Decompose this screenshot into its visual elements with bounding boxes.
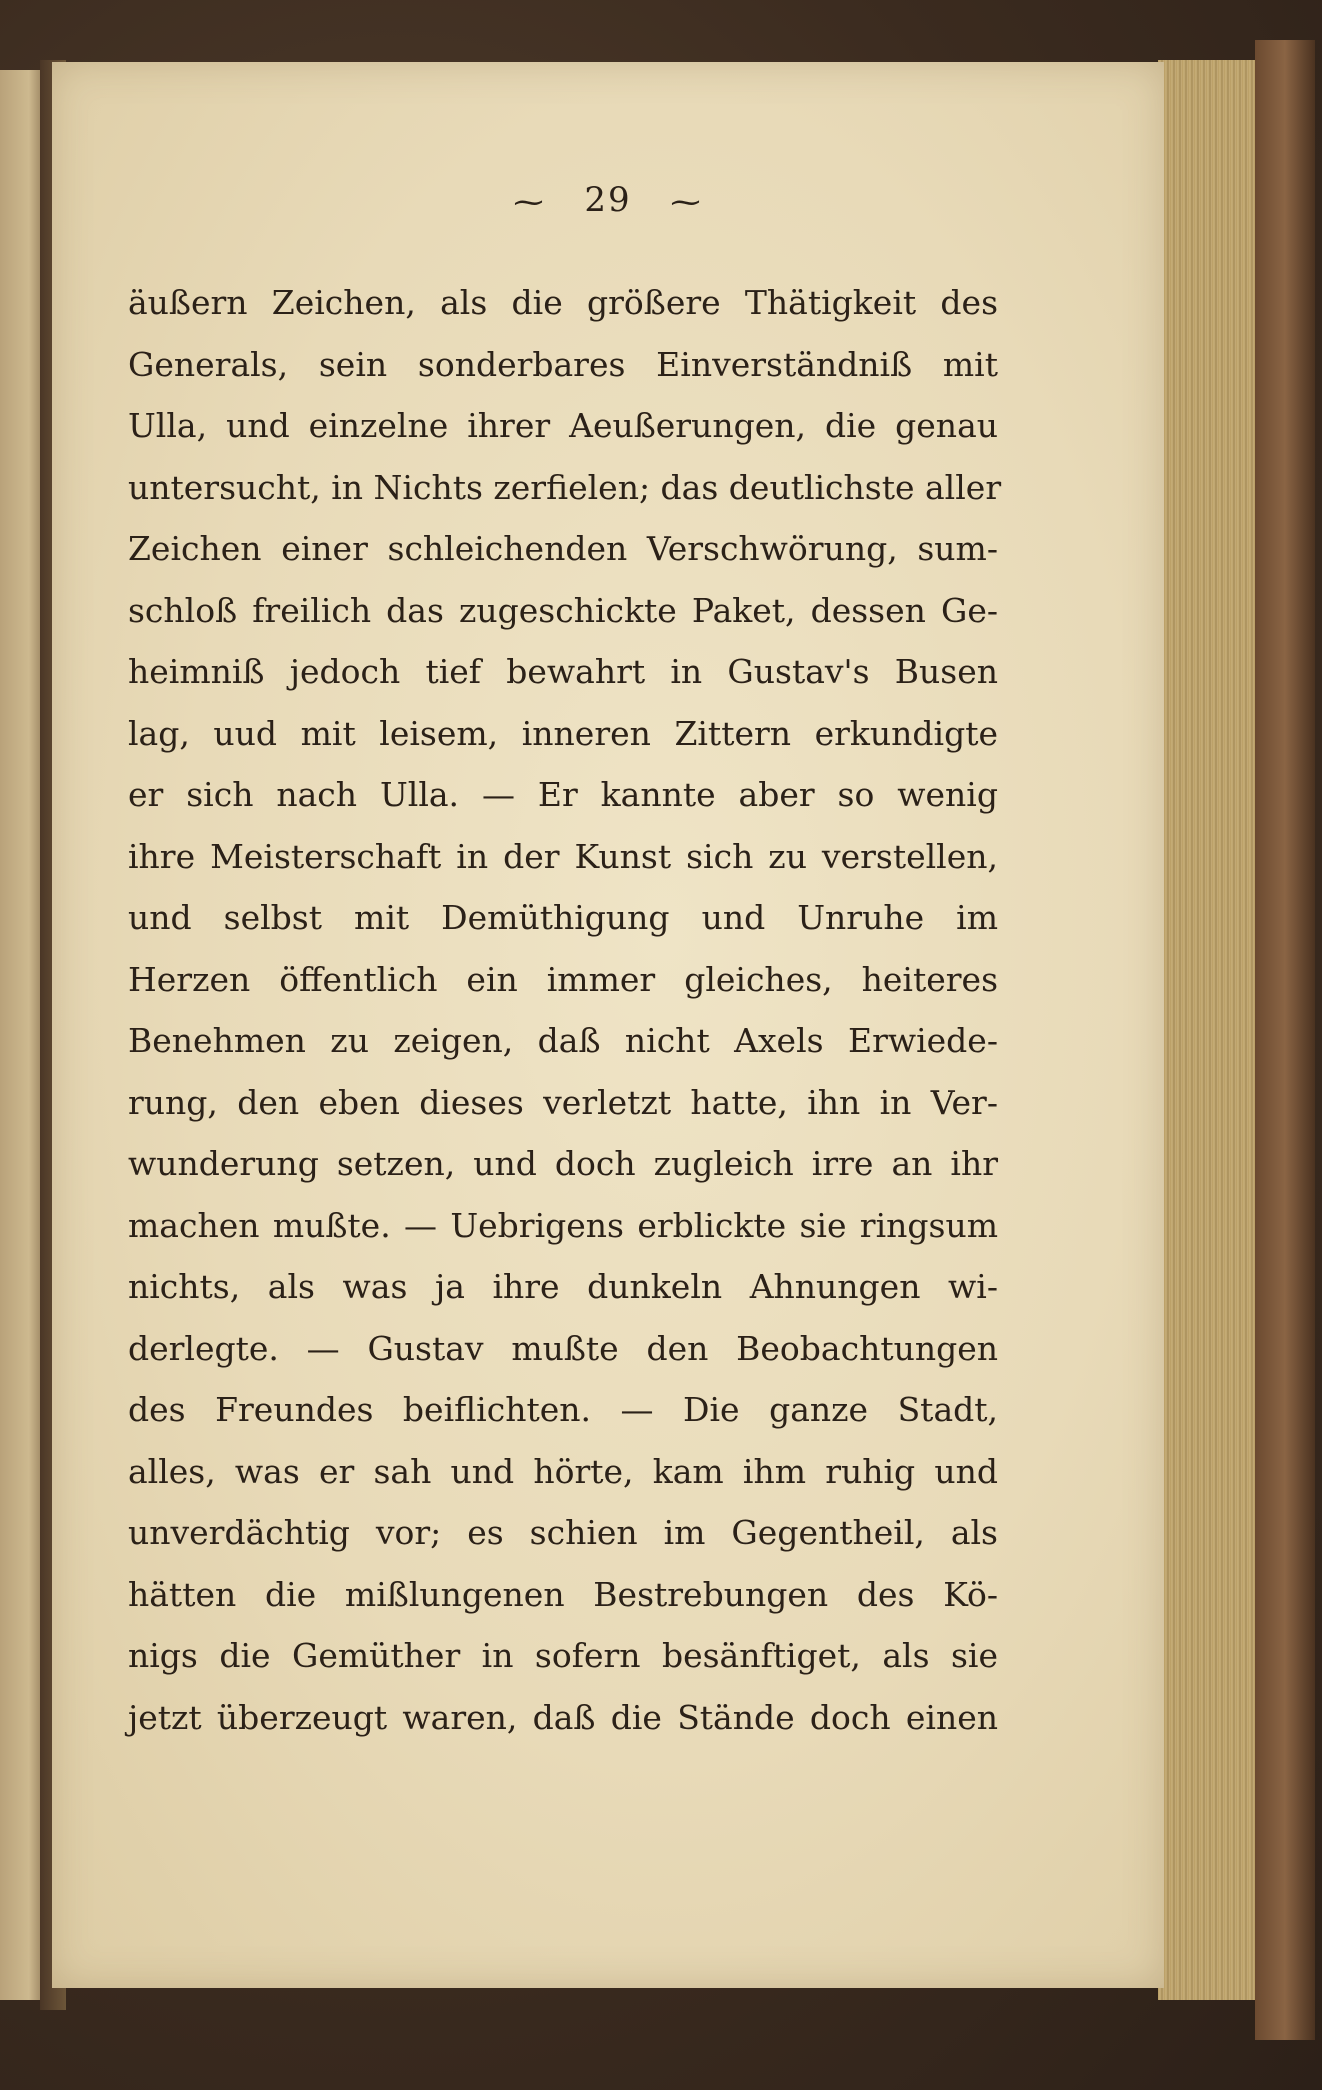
text-line: er sich nach Ulla. — Er kannte aber so wenig — [128, 775, 998, 814]
text-line: lag, uud mit leisem, inneren Zittern erkundigte — [128, 713, 998, 753]
ornament-right-icon: ⁓ — [670, 184, 703, 220]
text-line: äußern Zeichen, als die größere Thätigkeit des — [128, 283, 998, 322]
text-line: alles, was er sah und hörte, kam ihm ruhig und — [128, 1451, 998, 1491]
page-header — [52, 180, 1164, 220]
text-line: Ulla, und einzelne ihrer Aeußerungen, die genau — [128, 406, 998, 445]
text-line: Generals, sein sonderbares Einverständniß mit — [128, 344, 998, 384]
book-cover-edge — [1255, 40, 1315, 2040]
text-line: rung, den eben dieses verletzt hatte, ihn in Ver- — [128, 1082, 998, 1122]
text-line: schloß freilich das zugeschickte Paket, dessen Ge- — [128, 590, 998, 630]
text-line: untersucht, in Nichts zerfielen; das deutlichste aller — [128, 467, 1002, 507]
page-number: 29 — [584, 180, 632, 220]
text-line: unverdächtig vor; es schien im Gegentheil, als — [128, 1513, 998, 1552]
text-line: derlegte. — Gustav mußte den Beobachtungen — [128, 1328, 998, 1368]
text-line: Herzen öffentlich ein immer gleiches, heiteres — [128, 959, 998, 999]
text-line: Zeichen einer schleichenden Verschwörung, sum- — [128, 529, 998, 568]
text-line: machen mußte. — Uebrigens erblickte sie ringsum — [128, 1205, 998, 1245]
text-line: heimniß jedoch tief bewahrt in Gustav's Busen — [128, 652, 998, 691]
text-line: jetzt überzeugt waren, daß die Stände doch einen — [128, 1697, 998, 1737]
text-line: hätten die mißlungenen Bestrebungen des Kö- — [128, 1574, 998, 1614]
text-line: nigs die Gemüther in sofern besänftiget, als sie — [128, 1636, 998, 1675]
text-line: ihre Meisterschaft in der Kunst sich zu verstellen, — [128, 836, 998, 876]
ornament-left-icon: ⁓ — [513, 184, 546, 220]
text-line: nichts, als was ja ihre dunkeln Ahnungen wi- — [128, 1267, 998, 1306]
body-text — [128, 272, 1002, 1748]
text-line: und selbst mit Demüthigung und Unruhe im — [128, 898, 998, 937]
text-line: des Freundes beiflichten. — Die ganze Stadt, — [128, 1390, 998, 1429]
text-line: wunderung setzen, und doch zugleich irre an ihr — [128, 1144, 998, 1183]
text-line: Benehmen zu zeigen, daß nicht Axels Erwiede- — [128, 1021, 998, 1060]
page-block-edges — [1158, 60, 1264, 2000]
book-page — [52, 62, 1164, 1988]
